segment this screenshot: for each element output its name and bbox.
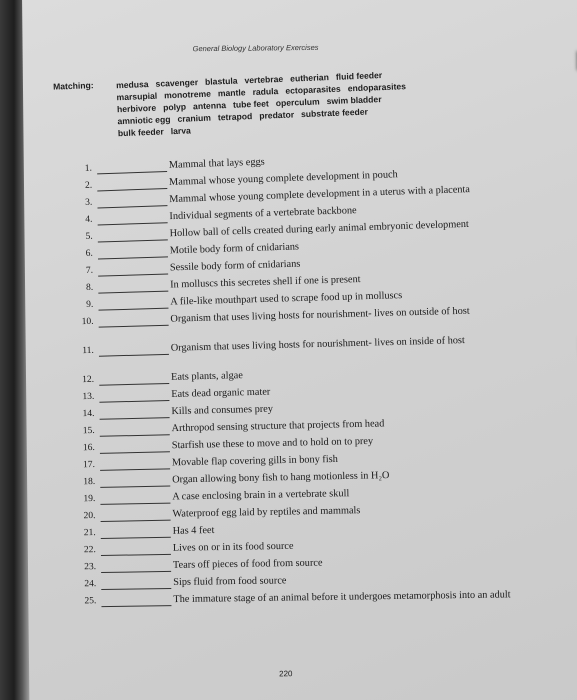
word-bank-term: antenna	[192, 100, 227, 112]
word-bank-term: endoparasites	[347, 81, 407, 94]
item-clue: Eats plants, algae	[170, 370, 243, 383]
item-number: 14.	[82, 408, 95, 420]
answer-blank[interactable]	[98, 308, 168, 311]
item-clue: The immature stage of an animal before it undergoes metamorphosis into an adult	[173, 589, 511, 606]
item-number: 7.	[85, 265, 94, 276]
item-clue: Waterproof egg laid by reptiles and mammals	[172, 505, 361, 520]
word-bank-term: radula	[252, 86, 279, 98]
word-bank-term: operculum	[275, 96, 320, 109]
answer-blank[interactable]	[100, 468, 170, 470]
answer-blank[interactable]	[97, 205, 167, 208]
item-clue: Has 4 feet	[172, 524, 215, 537]
word-bank-term: swim bladder	[326, 94, 382, 107]
word-bank-term: scavenger	[155, 77, 199, 89]
item-number: 13.	[82, 391, 95, 403]
item-number: 25.	[84, 596, 97, 607]
item-number: 23.	[84, 562, 97, 573]
word-bank-term: vertebrae	[244, 73, 284, 86]
item-number: 2.	[84, 180, 93, 191]
word-bank-term: tetrapod	[217, 111, 253, 123]
word-bank-term: tube feet	[232, 98, 269, 110]
item-number: 19.	[83, 494, 96, 505]
item-clue: Motile body form of cnidarians	[169, 241, 300, 257]
item-number: 24.	[84, 579, 97, 590]
item-number: 20.	[83, 511, 96, 522]
item-number: 16.	[82, 442, 95, 454]
item-clue: Movable flap covering gills in bony fish	[171, 453, 338, 469]
item-number: 17.	[83, 459, 96, 471]
item-clue: Mammal whose young complete development in pouch	[168, 169, 398, 188]
word-bank-lines	[116, 63, 538, 139]
item-number: 9.	[86, 299, 94, 310]
worksheet-page	[22, 0, 577, 700]
item-clue: A file-like mouthpart used to scrape food up in molluscs	[170, 290, 403, 308]
matching-item	[66, 332, 566, 361]
matching-label: Matching:	[52, 80, 94, 92]
word-bank-term: bulk feeder	[117, 126, 164, 139]
answer-blank[interactable]	[101, 554, 171, 556]
answer-blank[interactable]	[97, 171, 167, 174]
item-clue: Individual segments of a vertebrate backbone	[169, 205, 357, 223]
item-clue: Hollow ball of cells created during early animal embryonic development	[169, 218, 470, 240]
item-number: 6.	[85, 248, 93, 259]
answer-blank[interactable]	[100, 417, 170, 420]
item-number: 15.	[82, 425, 95, 437]
answer-blank[interactable]	[98, 256, 168, 259]
matching-items-list	[64, 156, 564, 607]
word-bank-term: medusa	[115, 79, 149, 91]
answer-blank[interactable]	[99, 354, 169, 357]
word-bank-term: cranium	[177, 112, 212, 124]
answer-blank[interactable]	[101, 605, 171, 607]
item-clue: Mammal that lays eggs	[168, 156, 265, 171]
item-clue: Organism that uses living hosts for nourishment- lives on inside of host	[170, 335, 465, 354]
item-clue: Organ allowing bony fish to hang motionless in H₂O	[172, 470, 390, 486]
item-number: 22.	[83, 545, 96, 556]
answer-blank[interactable]	[99, 325, 169, 328]
word-bank-term: blastula	[204, 75, 238, 87]
answer-blank[interactable]	[100, 434, 170, 437]
word-bank-term: ectoparasites	[285, 83, 341, 96]
item-clue: Organism that uses living hosts for nourishment- lives on outside of host	[170, 305, 470, 325]
word-bank-term: polyp	[162, 101, 187, 113]
answer-blank[interactable]	[100, 451, 170, 454]
word-bank-term: larva	[170, 125, 192, 137]
item-number: 1.	[84, 163, 93, 174]
item-clue: Sessile body form of cnidarians	[169, 258, 301, 274]
word-bank-term: monotreme	[163, 88, 212, 101]
answer-blank[interactable]	[101, 537, 171, 539]
item-number: 21.	[83, 528, 96, 539]
item-number: 18.	[83, 476, 96, 488]
answer-blank[interactable]	[99, 400, 169, 403]
answer-blank[interactable]	[99, 383, 169, 386]
item-clue: A case enclosing brain in a vertebrate skull	[172, 488, 350, 503]
item-clue: Lives on or in its food source	[172, 540, 294, 554]
answer-blank[interactable]	[97, 188, 167, 191]
item-clue: Eats dead organic mater	[171, 386, 271, 400]
word-bank-term: herbivore	[116, 102, 157, 115]
page-header: General Biology Laboratory Exercises	[192, 42, 319, 54]
word-bank-term: mantle	[217, 87, 246, 99]
item-number: 4.	[85, 214, 93, 225]
answer-blank[interactable]	[100, 503, 170, 505]
item-clue: Starfish use these to move and to hold on to prey	[171, 435, 374, 452]
item-number: 5.	[85, 231, 93, 242]
item-number: 12.	[82, 374, 95, 386]
word-bank-term: substrate feeder	[300, 106, 369, 120]
item-clue: Arthropod sensing structure that projects from head	[171, 418, 385, 435]
item-clue: Sips fluid from food source	[173, 575, 287, 588]
answer-blank[interactable]	[101, 520, 171, 522]
word-bank-term: fluid feeder	[335, 70, 383, 82]
answer-blank[interactable]	[98, 222, 168, 225]
word-bank-term: predator	[259, 109, 295, 121]
matching-word-bank	[52, 61, 577, 139]
item-clue: In molluscs this secretes shell if one is present	[169, 274, 361, 291]
word-bank-term: marsupial	[116, 90, 158, 103]
item-number: 11.	[82, 345, 94, 357]
word-bank-term: eutherian	[289, 72, 330, 84]
item-number: 3.	[85, 197, 93, 208]
answer-blank[interactable]	[101, 571, 171, 573]
item-clue: Kills and consumes prey	[171, 403, 274, 418]
item-clue: Mammal whose young complete development in a uterus with a placenta	[169, 184, 471, 206]
answer-blank[interactable]	[101, 588, 171, 590]
word-bank-term: amniotic egg	[117, 114, 171, 127]
answer-blank[interactable]	[98, 291, 168, 294]
item-clue: Tears off pieces of food from source	[172, 557, 323, 571]
page-number: 220	[279, 669, 293, 679]
item-number: 10.	[81, 316, 94, 328]
answer-blank[interactable]	[100, 485, 170, 487]
item-number: 8.	[85, 282, 94, 293]
answer-blank[interactable]	[98, 239, 168, 242]
answer-blank[interactable]	[98, 274, 168, 277]
